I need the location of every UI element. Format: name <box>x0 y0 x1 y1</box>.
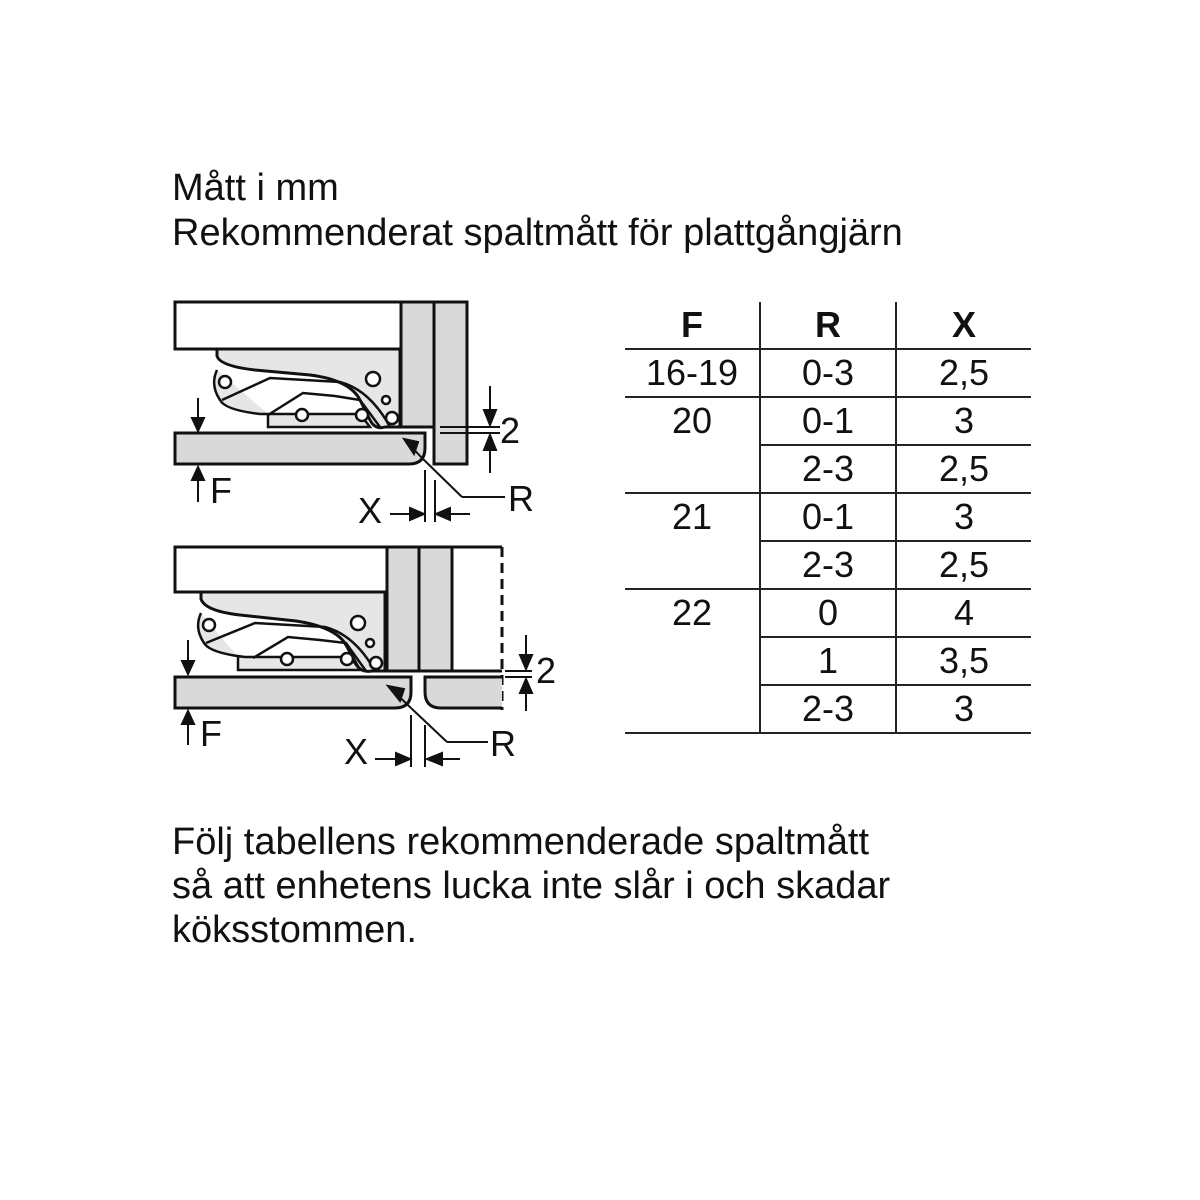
label-F: F <box>200 713 222 754</box>
table-row <box>625 685 1031 733</box>
cell-X: 2,5 <box>896 541 1031 589</box>
label-gap: 2 <box>500 410 521 451</box>
header-X: X <box>896 302 1031 349</box>
table-row <box>625 541 1031 589</box>
gap-table <box>625 302 1031 734</box>
note-line-1: Följ tabellens rekommenderade spaltmått <box>172 821 870 863</box>
cell-F-empty <box>625 637 760 685</box>
cell-X: 4 <box>896 589 1031 637</box>
cell-F-empty <box>625 445 760 493</box>
table-row <box>625 493 1031 541</box>
table-row <box>625 637 1031 685</box>
hinge-diagram-1 <box>160 290 560 535</box>
label-X: X <box>358 490 383 530</box>
label-gap: 2 <box>536 650 557 691</box>
hinge-diagram-2 <box>160 535 580 780</box>
label-R: R <box>490 723 516 764</box>
table-row <box>625 589 1031 637</box>
cell-R: 2-3 <box>760 685 896 733</box>
cell-R: 1 <box>760 637 896 685</box>
cell-X: 3,5 <box>896 637 1031 685</box>
hinge-diagram-2-drawing <box>160 535 580 775</box>
cell-F-empty <box>625 685 760 733</box>
cell-F: 21 <box>671 496 713 537</box>
note-line-3: köksstommen. <box>172 909 417 951</box>
label-X: X <box>344 731 369 772</box>
cell-R: 0-1 <box>760 493 896 541</box>
cell-R: 2-3 <box>760 541 896 589</box>
table-row <box>625 445 1031 493</box>
label-F: F <box>210 470 232 511</box>
table-row <box>625 349 1031 397</box>
header-R: R <box>760 302 896 349</box>
cell-R: 0-3 <box>760 349 896 397</box>
table-row <box>625 397 1031 445</box>
cell-X: 2,5 <box>896 445 1031 493</box>
cell-F: 16-19 <box>625 349 760 397</box>
cell-F-empty <box>625 541 760 589</box>
cell-X: 3 <box>896 397 1031 445</box>
instruction-note <box>172 820 890 952</box>
cell-R: 0-1 <box>760 397 896 445</box>
cell-R: 2-3 <box>760 445 896 493</box>
header-F: F <box>625 302 760 349</box>
title-recommended-gap: Rekommenderat spaltmått för plattgångjärn <box>172 212 903 254</box>
cell-F: 20 <box>671 400 713 441</box>
table-header-row <box>625 302 1031 349</box>
title-units: Mått i mm <box>172 167 339 209</box>
cell-X: 2,5 <box>896 349 1031 397</box>
hinge-diagram-1-drawing <box>160 290 560 530</box>
cell-F: 22 <box>671 592 713 633</box>
cell-X: 3 <box>896 493 1031 541</box>
label-R: R <box>508 478 534 519</box>
cell-R: 0 <box>760 589 896 637</box>
cell-X: 3 <box>896 685 1031 733</box>
note-line-2: så att enhetens lucka inte slår i och skadar <box>172 865 891 907</box>
